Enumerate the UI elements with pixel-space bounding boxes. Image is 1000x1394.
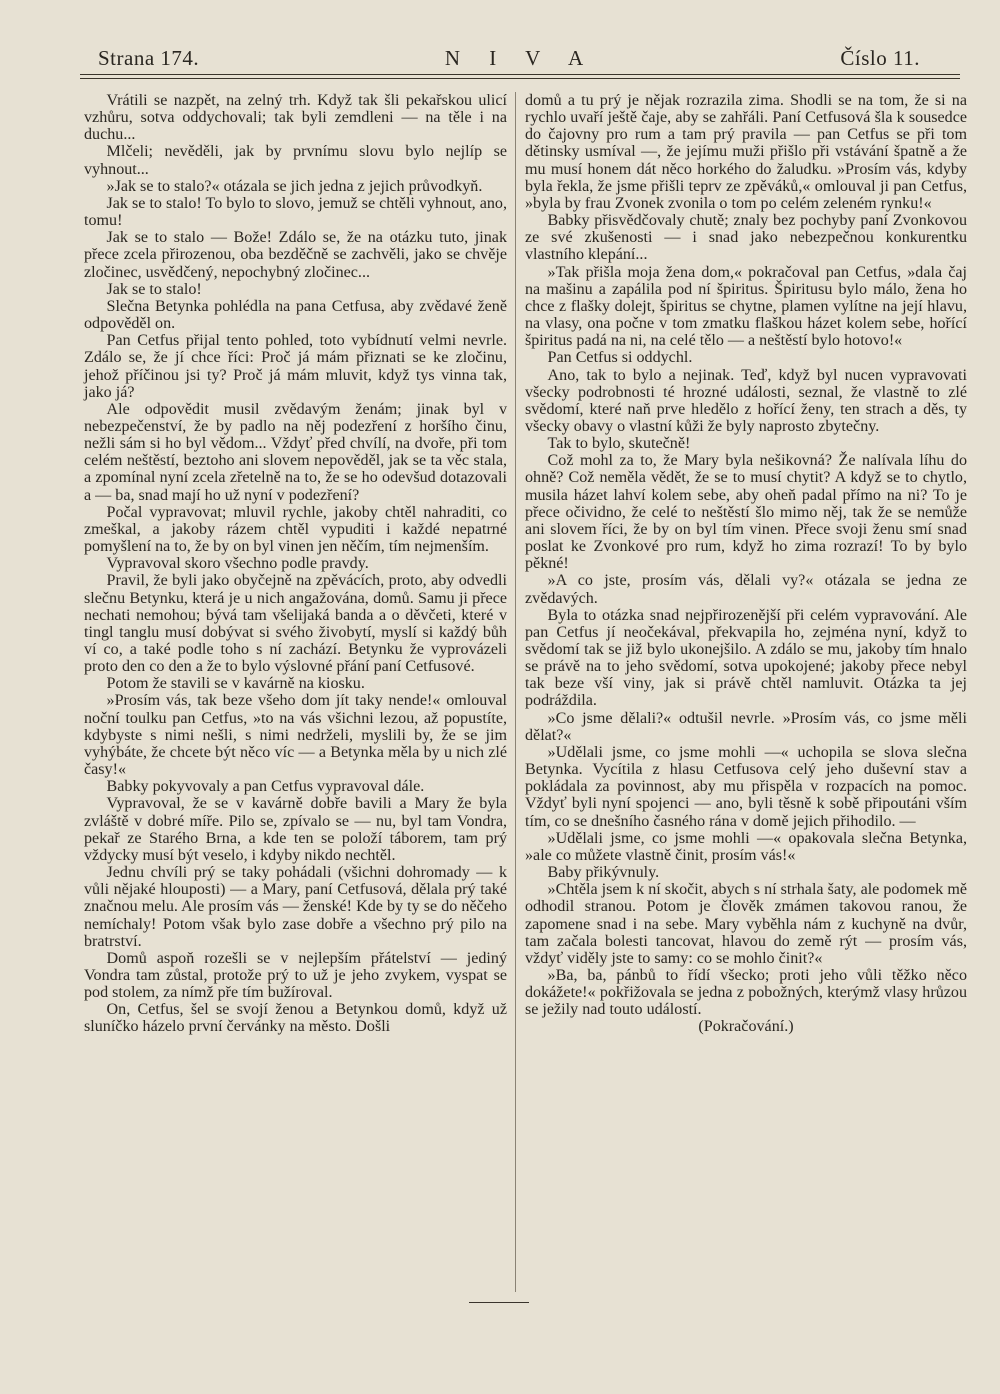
paragraph: domů a tu prý je nějak rozrazila zima. Shodli se na tom, že si na rychlo uvaří ještě čaje, aby se zahřáli. Paní Cetfusová šla k sousedce do čajovny pro rum a tam prý pravila — pan Cetfus se při tom dětinsky usmíval —, že jejímu muži přišlo při vstávání špatně a že mu musí honem dát něco horkého do žaludku. »Prosím vás, kdyby byla řekla, že jsme přišli teprv ze zpěváků,« omlouval ji pan Cetfus, »byla by frau Zvonek zvonila o tom po celém zeleném rynku!« [525, 92, 967, 212]
issue-number: Číslo 11. [840, 46, 920, 70]
paragraph: Ale odpovědit musil zvědavým ženám; jinak byl v nebezpečenství, že by padlo na něj podezření z horšího činu, nežli sám si ho byl vědom... Vždyť před chvílí, na dvoře, při tom celém neštěstí, beztoho ani slovem nepověděl, jak se ta věc stala, a zpomínal nyní zcela zřetelně na to, že se ho odevšud dotazovali a — ba, snad mají ho už nyní v podezření? [84, 400, 507, 504]
paragraph: Což mohl za to, že Mary byla nešikovná? Že nalívala líhu do ohně? Což neměla vědět, že se to musí chytit? A když se to chytlo, musila házet lahví kolem sebe, aby oheň padal přímo na ni? To je přece očividno, že celé to neštěstí šlo mimo něj, tak že se nemůže ani slovem říci, že by on byl tím vinen. Přece svoji ženu smí snad poslat ke Zvonkové pro rum, když ho zima rozrazí! To by bylo pěkné! [525, 452, 967, 573]
paragraph: »A co jste, prosím vás, dělali vy?« otázala se jedna ze zvědavých. [525, 572, 967, 607]
page-header [80, 44, 960, 78]
left-column [84, 92, 507, 1036]
end-rule [469, 1302, 529, 1303]
page-number: Strana 174. [98, 46, 200, 70]
paragraph: Počal vypravovat; mluvil rychle, jakoby chtěl nahraditi, co zmeškal, a jakoby rázem chtěl vypuditi i každé nepatrné pomyšlení na to, že by on byl vinen jen něčím, tím nejmenším. [84, 503, 507, 556]
paragraph: »Chtěla jsem k ní skočit, abych s ní strhala šaty, ale podomek mě odhodil stranou. Potom je člověk zmámen takovou ranou, že zapomene snad i na sebe. Mary vyběhla nám z kuchyně na dvůr, tam začala bolesti tancovat, hlavou do země rýt — prosím vás, vždyť viděly jste to samy: co se mohlo činit?« [525, 881, 967, 967]
paragraph: Jak se to stalo! [106, 280, 202, 298]
continuation-note: (Pokračování.) [698, 1018, 794, 1036]
header-rule-bottom [80, 78, 960, 79]
paragraph: Jak se to stalo! To bylo to slovo, jemuž se chtěli vyhnout, ano, tomu! [84, 194, 507, 230]
paragraph: Pan Cetfus přijal tento pohled, toto vybídnutí velmi nevrle. Zdálo se, že jí chce říci: Proč já mám přiznati se ke zločinu, jehož příčinou jsi ty? Proč já mám mluvit, když tys vinna tak, jako já? [84, 332, 507, 401]
paragraph: »Udělali jsme, co jsme mohli —« opakovala slečna Betynka, »ale co můžete vlastně činit, prosím vás!« [525, 829, 967, 864]
paragraph: Jak se to stalo — Bože! Zdálo se, že na otázku tuto, jinak přece zcela přirozenou, oba bezděčně se zachvěli, jako se chvěje zločinec, usvědčený, nepochybný zločinec... [84, 229, 507, 281]
paragraph: Pravil, že byli jako obyčejně na zpěvácích, proto, aby odvedli slečnu Betynku, která je u nich angažována, domů. Samu ji přece nechati nemohou; bývá tam všelijaká banda a o děvčeti, které v tingl tanglu musí dobývat si svého živobytí, myslí si každý bůh ví co, a také podle toho s ní zachází. Betynku že vyprovázeli proto den co den a že to bylo výslovné přání paní Cetfusové. [84, 572, 507, 676]
paragraph: Ano, tak to bylo a nejinak. Teď, když byl nucen vypravovati všecky podrobnosti té hrozné události, seznal, že vlastně to zlé svědomí, které naň prve hledělo z hořící ženy, ten strach a děs, ty všecky obavy o vlastní kůži že byly naprosto zbytečny. [525, 366, 967, 435]
paragraph: Vrátili se nazpět, na zelný trh. Když tak šli pekařskou ulicí vzhůru, sotva oddychovali; tak byli zemdleni — na těle i na duchu... [84, 92, 507, 144]
column-divider [515, 92, 516, 1292]
paragraph: Pan Cetfus si oddychl. [547, 349, 693, 367]
paragraph: »Tak přišla moja žena dom,« pokračoval pan Cetfus, »dala čaj na mašinu a zapálila pod ní špiritus. Špiritusu bylo málo, žena ho chce z flašky dolejt, špiritus se chytne, plamen vylítne na její hlavu, na vlasy, ona počne v tom zmatku flaškou házet kolem sebe, hořící špiritus padá na ni, na celé tělo — a neštěstí bylo hotovo!« [525, 263, 967, 350]
paragraph: »Ba, ba, pánbů to řídí všecko; proti jeho vůli těžko něco dokážete!« pokřižovala se jedna z pobožných, kterýmž vlasy hrůzou se ježily nad touto událostí. [525, 966, 967, 1019]
paragraph: »Co jsme dělali?« odtušil nevrle. »Prosím vás, co jsme měli dělat?« [525, 709, 967, 744]
paragraph: Vypravoval, že se v kavárně dobře bavili a Mary že byla zvláště v dobré míře. Pilo se, zpívalo se — nu, byl tam Vondra, pekař ze Starého Brna, a kde ten se položí táborem, tam prý vždycky musí být veselo, i kdyby nikdo nechtěl. [84, 795, 507, 864]
paragraph: Baby přikývnuly. [547, 864, 660, 882]
paragraph: Mlčeli; nevěděli, jak by prvnímu slovu bylo nejlíp se vyhnout... [84, 143, 507, 178]
paragraph: »Udělali jsme, co jsme mohli —« uchopila se slova slečna Betynka. Vycítila z hlasu Cetfusova celý jeho duševní stav a pokládala za povinnost, aby mu přispěla v rozpacích na pomoc. Vždyť byli nyní spojenci — ano, byli těsně k sobě připoutáni vším tím, co se dnešního časného rána v domě jejich přihodilo. — [525, 743, 967, 830]
paragraph: Potom že stavili se v kavárně na kiosku. [106, 675, 365, 693]
right-column [525, 92, 967, 1036]
paragraph: »Prosím vás, tak beze všeho dom jít taky nende!« omlouval noční toulku pan Cetfus, »to na vás všichni lezou, až popustíte, kdybyste s nimi nešli, s nimi nedrželi, myslili by, že se jim vyhýbáte, že chcete být něco víc — a Betynka měla by u nich zlé časy!« [84, 692, 507, 779]
paragraph: On, Cetfus, šel se svojí ženou a Betynkou domů, když už sluníčko házelo první červánky na město. Došli [84, 1001, 507, 1036]
paragraph: Tak to bylo, skutečně! [547, 435, 691, 453]
paragraph: Byla to otázka snad nejpřirozenější při celém vypravování. Ale pan Cetfus jí neočekával, překvapila ho, zejména nyní, když to svědomí tak se již bylo ukonejšilo. A zdálo se mu, jakoby tím hnalo se právě na to jeho svědomí, sotva upokojené; jakoby přece nebyl tak beze vší viny, jak si právě chtěl namluvit. Otázka ta jej podráždila. [525, 606, 967, 710]
paragraph: »Jak se to stalo?« otázala se jich jedna z jejich průvodkyň. [106, 177, 483, 195]
paragraph: Vypravoval skoro všechno podle pravdy. [106, 555, 369, 573]
paragraph: Babky přisvědčovaly chutě; znaly bez pochyby paní Zvonkovou ze své zkušenosti — i snad jako nebezpečnou konkurentku vlastního klepání... [525, 212, 967, 264]
paragraph: Domů aspoň rozešli se v nejlepším přátelství — jediný Vondra tam zůstal, protože prý to už je jeho zvykem, vyspat se pod stolem, za nímž pře tím bužíroval. [84, 949, 507, 1002]
journal-title: N I V A [444, 46, 596, 70]
paragraph: Slečna Betynka pohlédla na pana Cetfusa, aby zvědavé ženě odpověděl on. [84, 297, 507, 333]
header-rule-top [80, 74, 960, 75]
paragraph: Babky pokyvovaly a pan Cetfus vypravoval dále. [106, 778, 425, 796]
paragraph: Jednu chvíli prý se taky pohádali (všichni dohromady — k vůli nějaké hlouposti) — a Mary, paní Cetfusová, dělala prý také značnou melu. Ale prosím vás — ženské! Kde by ty se do něčeho nemíchaly! Potom však bylo zase dobře a všechno prý pilo na bratrství. [84, 864, 507, 950]
